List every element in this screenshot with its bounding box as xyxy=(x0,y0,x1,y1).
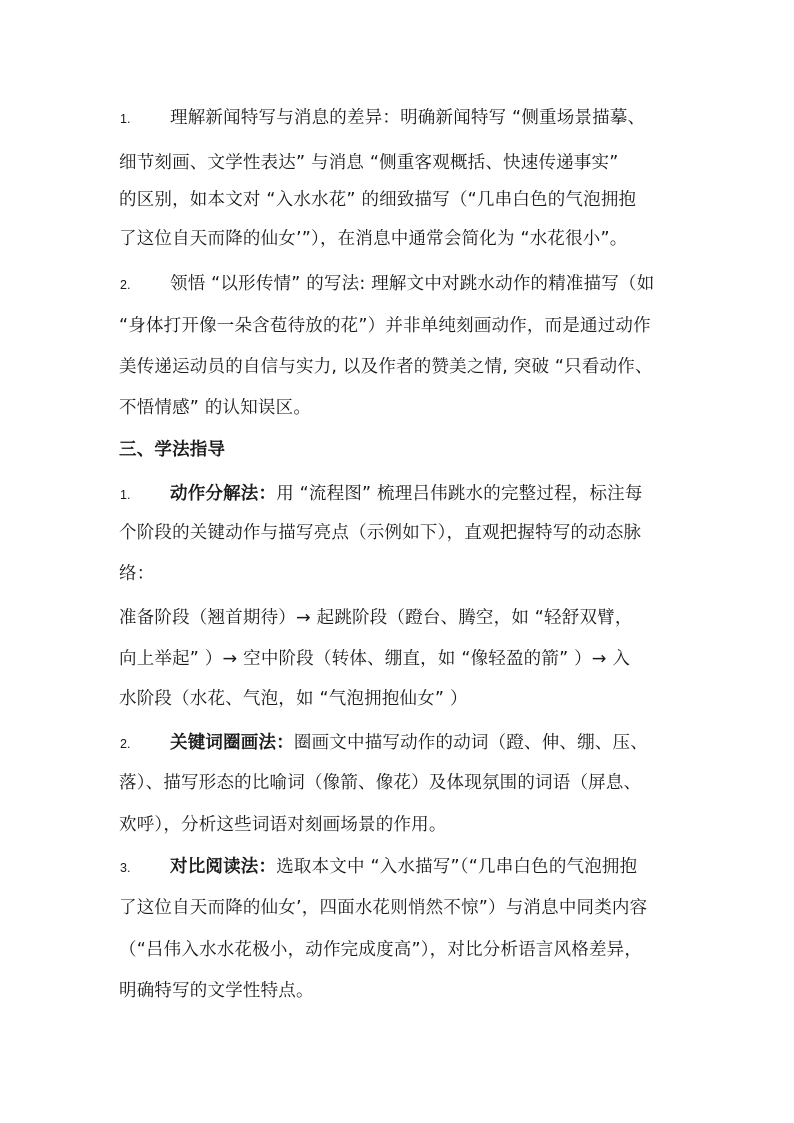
method-description: 选取本文中 “入水描写”（“几串白色的气泡拥抱 xyxy=(276,857,638,877)
paragraph-line xyxy=(170,855,637,879)
paragraph-line: 的区别，如本文对 “入水水花” 的细致描写（“几串白色的气泡拥抱 xyxy=(119,190,637,210)
paragraph-line: 落）、描写形态的比喻词（像箭、像花）及体现氛围的词语（屏息、 xyxy=(119,773,642,793)
item-number: 1. xyxy=(120,112,131,126)
paragraph-line: 了这位自天而降的仙女’”），在消息中通常会简化为 “水花很小”。 xyxy=(119,229,628,249)
item-number: 2. xyxy=(120,737,131,751)
paragraph-line: 欢呼），分析这些词语对刻画场景的作用。 xyxy=(119,815,447,835)
paragraph-line: 领悟 “以形传情” 的写法: 理解文中对跳水动作的精准描写（如 xyxy=(170,274,655,294)
paragraph-line: 络： xyxy=(119,564,155,584)
paragraph-line: 了这位自天而降的仙女’，四面水花则悄然不惊”）与消息中同类内容 xyxy=(119,898,648,918)
paragraph-line: 理解新闻特写与消息的差异：明确新闻特写 “侧重场景描摹、 xyxy=(170,108,646,128)
item-number: 2. xyxy=(120,278,131,292)
method-description: 圈画文中描写动作的动词（蹬、伸、绷、压、 xyxy=(293,733,648,753)
paragraph-line: （“吕伟入水水花极小，动作完成度高”），对比分析语言风格差异， xyxy=(119,940,643,960)
paragraph-line xyxy=(170,482,643,506)
flow-line: 水阶段（水花、气泡，如 “气泡拥抱仙女” ） xyxy=(119,689,468,709)
paragraph-line: 不悟情感” 的认知误区。 xyxy=(119,398,312,418)
paragraph-line: 美传递运动员的自信与实力, 以及作者的赞美之情, 突破 “只看动作、 xyxy=(119,357,653,377)
paragraph-line: 明确特写的文学性特点。 xyxy=(119,981,314,1001)
paragraph-line xyxy=(170,731,648,755)
item-number: 1. xyxy=(120,488,131,502)
paragraph-line: 细节刻画、文学性表达” 与消息 “侧重客观概括、快速传递事实” xyxy=(119,153,619,173)
flow-line: 向上举起” ）→ 空中阶段（转体、绷直，如 “像轻盈的箭” ）→ 入 xyxy=(119,649,631,669)
item-number: 3. xyxy=(120,861,131,875)
method-name: 对比阅读法： xyxy=(170,857,277,877)
paragraph-line: 个阶段的关键动作与描写亮点（示例如下），直观把握特写的动态脉 xyxy=(119,523,642,543)
method-description: 用 “流程图” 梳理吕伟跳水的完整过程，标注每 xyxy=(276,484,643,504)
paragraph-line: “身体打开像一朵含苞待放的花”）并非单纯刻画动作，而是通过动作 xyxy=(119,316,651,336)
method-name: 动作分解法： xyxy=(170,484,277,504)
section-heading: 三、学法指导 xyxy=(119,440,226,460)
flow-line: 准备阶段（翘首期待）→ 起跳阶段（蹬台、腾空，如 “轻舒双臂， xyxy=(119,608,633,628)
method-name: 关键词圈画法： xyxy=(170,733,294,753)
